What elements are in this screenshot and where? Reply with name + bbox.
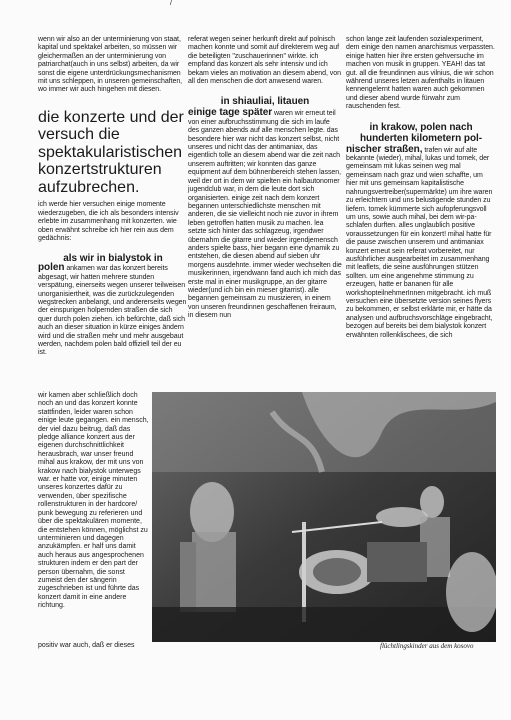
column-middle (188, 36, 342, 321)
paragraph-yeah: schon lange zeit laufenden sozialexperiment, dem einige den namen anarchismus verpassten. einige hatten hier ihre ersten gehversuche im machen von musik in gruppen. YEAH! das tat gut. all die freundinnen aus vilnius, die wir schon während unseres letzen aufenthalts in litauen kennengelernt hatten waren auch gekommen und dieser abend wurde fürwahr zum rauschenden fest. (346, 36, 495, 111)
paragraph-krakow-text: trafen wir auf alte bekannte (wieder), mihal, lukas und tomek, der gemeinsam mit lukas seinen weg mal gemeinsam nach graz und wien schaffte, um hier mit uns gemeinsam kapitalistische nahrungsvertreiber(supermärkte) um ihre waren zu erleichtern und uns belustigende stunden zu liefern. tomek kümmerte sich aufopferungsvoll um uns, sowie auch mihal, bei dem wir-pa-schlafen durften. alles unglaublich positive voraussetzungen für ein konzert! mihal hatte für die pause zwischen unserem und antimaniax konzert erneut sein referat vorbereitet, nur ausführlicher ausgearbeitet im zusammenhang mit leaflets, die seine ausführungen stützen sollten. um eine angenehme stimmung zu erzeugen, hatte er bananen für alle workshopteilnehmerInnen mitgebracht. ich muß versuchen eine übersetzte version seines flyers zu bekommen, er selbst erklärte mir, er hätte da analysen und aufbruchsvorschläge eingebracht, bezogen auf bereits bei dem bialystok konzert erwähnten rollenklischees, die sich (346, 146, 493, 339)
paragraph-shiauliai-text: waren wir erneut teil von einer aufbruchsstimmung die sich im laufe des ganzen abends auf alle menschen legte. das besondere hier war nicht das konzert selbst, nicht unseres und nicht das der antimaniax, das eigentlich tolle an diesem abend war die zeit nach unserem auftritten; wir konnten das ganze equipment auf dem bühnenbereich stehen lassen, weil der ort in dem wir spielten ein halbautonomer jugendclub war, in dem die leute dort sich organisierten. einige zeit nach dem konzert begannen unterschiedlichste menschen mit anderen, die sie vielleicht noch nie zuvor in ihrem leben getroffen hatten musik zu machen. lea setzte sich hinter das schlagzeug, irgendwer übernahm die gitarre und wieder irgendjemensch anders spielte bass, hier begann eine dynamik zu entstehen, die diesen abend auf sieben uhr morgens ausdehnte. immer wieder wechselten die musikerinnen, irgendwann fand auch ich mich das erste mal in einer musikgruppe, an der gitarre wieder(und ich bin ein mieser gitarrist). alle begannen gemeinsam zu musizieren, in einem von unseren freundinnen geschaffenen freiraum, in diesem nun (188, 110, 342, 320)
concert-photo-image (152, 392, 496, 642)
paragraph-poland (38, 264, 188, 357)
subheading-bialystok: als wir in bialystok in (63, 253, 163, 265)
subheading-strassen: nischer straßen, (346, 143, 423, 155)
column-left (38, 36, 188, 358)
photo-caption: flüchtlingskinder aus dem kosovo (380, 642, 474, 650)
paragraph-memory: ich werde hier versuchen einige momente wiederzugeben, die ich als besonders intensiv erlebte im zusammenhang mit konzerten. wie oben erwähnt schreibe ich hier rein aus dem gedächnis: (38, 201, 179, 242)
paragraph-shiauliai (188, 107, 342, 320)
paragraph-referat: referat wegen seiner herkunft direkt auf polnisch machen konnte und somit auf direkterem weg auf die beteiligten "zuschauerinnen" wirkte. ich empfand das konzert als sehr intensiv und ich bekam vieles an motivation an diesem abend, von all den menschen die dort anwesend waren. (188, 36, 341, 86)
lead-word-polen: polen (38, 262, 65, 274)
paragraph-after-photo: positiv war auch, daß er dieses (38, 642, 135, 649)
section-headline: die konzerte und der versuch die spektakularistischen konzertstrukturen aufzubrechen. (38, 108, 184, 196)
subheading-shiauliai: in shiauliai, litauen (220, 96, 310, 108)
paragraph-intro: wenn wir also an der unterminierung von staat, kapital und spektakel arbeiten, so müssen wir gleichermaßen an der unterminierung von patriarchat(auch in uns selbst) arbeiten, da wir sonst die eigene unterdrückungsmechanismen mit uns schleppen, in unseren gemeinschaften, wo immer wir auch hingehen mit diesen. (38, 36, 183, 94)
paragraph-krakow (346, 144, 496, 340)
subheading-krakow: in krakow, polen nach hunderten kilometern pol- (359, 121, 483, 144)
concert-photo (152, 392, 496, 642)
paragraph-concert-wrap: wir kamen aber schließlich doch noch an und das konzert konnte stattfinden, leider waren schon einige leute gegangen. ein mensch, der viel dazu beitrug, daß das pledge alliance konzert aus der eigenen durchschnittlichkeit herausbrach, war unser freund mihal aus krakow, der mit uns von krakow nach bialystok unterwegs war. er hatte vor, einige minuten unseres konzertes dafür zu verwenden, über spezifische rollenstrukturen in der hardcore/ punk bewegung zu referieren und über die spektakulären momente, die entstehen können, möglichst zu unterminieren und dagegen anzukämpfen. er half uns damit auch heraus aus angesprochenen strukturen indem er den part der person übernahm, die sonst zumeist den der sängerin zugeschrieben ist und führte das konzert damit in eine andere richtung. (38, 392, 149, 610)
page-corner-mark: / (170, 0, 172, 7)
paragraph-poland-text: ankamen war das konzert bereits abgesagt, wir hatten mehrere stunden verspätung, einerseits wegen unserer teilweisen unorganisiertheit, was die zurückzulegenden wegstrecken anbelangt, und andererseits wegen der einspurigen holpernden straßen die sich quer durch polen ziehen. ich befürchte, daß sich auch an dieser situation in kürze einiges ändern wird und die straßen mehr und mehr ausgebaut werden, nachdem polen bald offiziell teil der eu ist. (38, 265, 187, 357)
subheading-einige-tage: einige tage später (188, 107, 273, 119)
column-right (346, 36, 496, 340)
